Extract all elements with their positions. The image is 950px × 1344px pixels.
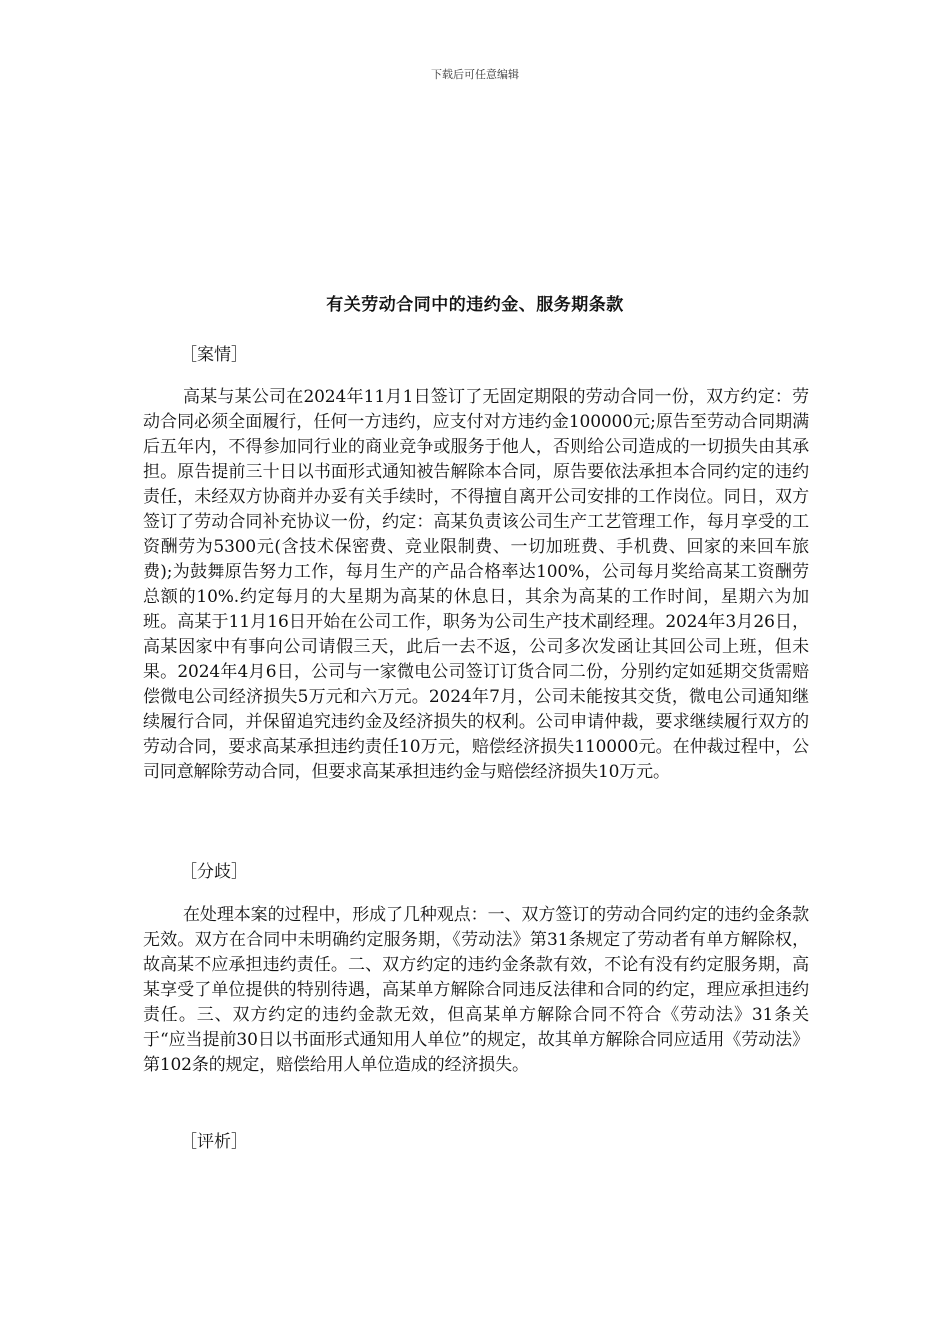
document-title: 有关劳动合同中的违约金、服务期条款	[326, 295, 624, 315]
dispute-paragraph: 在处理本案的过程中，形成了几种观点：一、双方签订的劳动合同约定的违约金条款无效。双方在合同中未明确约定服务期，《劳动法》第31条规定了劳动者有单方解除权，故高某不应承担违约责任。二、双方约定的违约金条款有效，不论有没有约定服务期，高某享受了单位提供的特别待遇，高某单方解除合同违反法律和合同的约定，理应承担违约责任。三、双方约定的违约金款无效，但高某单方解除合同不符合《劳动法》31条关于“应当提前30日以书面形式通知用人单位”的规定，故其单方解除合同应适用《劳动法》第102条的规定，赔偿给用人单位造成的经济损失。	[143, 905, 809, 1075]
section-heading-case: ［案情］	[180, 345, 248, 365]
section-heading-dispute: ［分歧］	[180, 862, 248, 882]
case-paragraph: 高某与某公司在2024年11月1日签订了无固定期限的劳动合同一份，双方约定：劳动合同必须全面履行，任何一方违约，应支付对方违约金100000元;原告至劳动合同期满后五年内，不得参加同行业的商业竞争或服务于他人，否则给公司造成的一切损失由其承担。原告提前三十日以书面形式通知被告解除本合同，原告要依法承担本合同约定的违约责任，未经双方协商并办妥有关手续时，不得擅自离开公司安排的工作岗位。同日，双方签订了劳动合同补充协议一份，约定：高某负责该公司生产工艺管理工作，每月享受的工资酬劳为5300元(含技术保密费、竞业限制费、一切加班费、手机费、回家的来回车旅费);为鼓舞原告努力工作，每月生产的产品合格率达100%，公司每月奖给高某工资酬劳总额的10%.约定每月的大星期为高某的休息日，其余为高某的工作时间，星期六为加班。高某于11月16日开始在公司工作，职务为公司生产技术副经理。2024年3月26日，高某因家中有事向公司请假三天，此后一去不返，公司多次发函让其回公司上班，但未果。2024年4月6日，公司与一家微电公司签订订货合同二份，分别约定如延期交货需赔偿微电公司经济损失5万元和六万元。2024年7月，公司未能按其交货，微电公司通知继续履行合同，并保留追究违约金及经济损失的权利。公司申请仲裁，要求继续履行双方的劳动合同，要求高某承担违约责任10万元，赔偿经济损失110000元。在仲裁过程中，公司同意解除劳动合同，但要求高某承担违约金与赔偿经济损失10万元。	[143, 387, 809, 782]
header-note: 下载后可任意编辑	[431, 68, 519, 81]
section-heading-analysis: ［评析］	[180, 1132, 248, 1152]
